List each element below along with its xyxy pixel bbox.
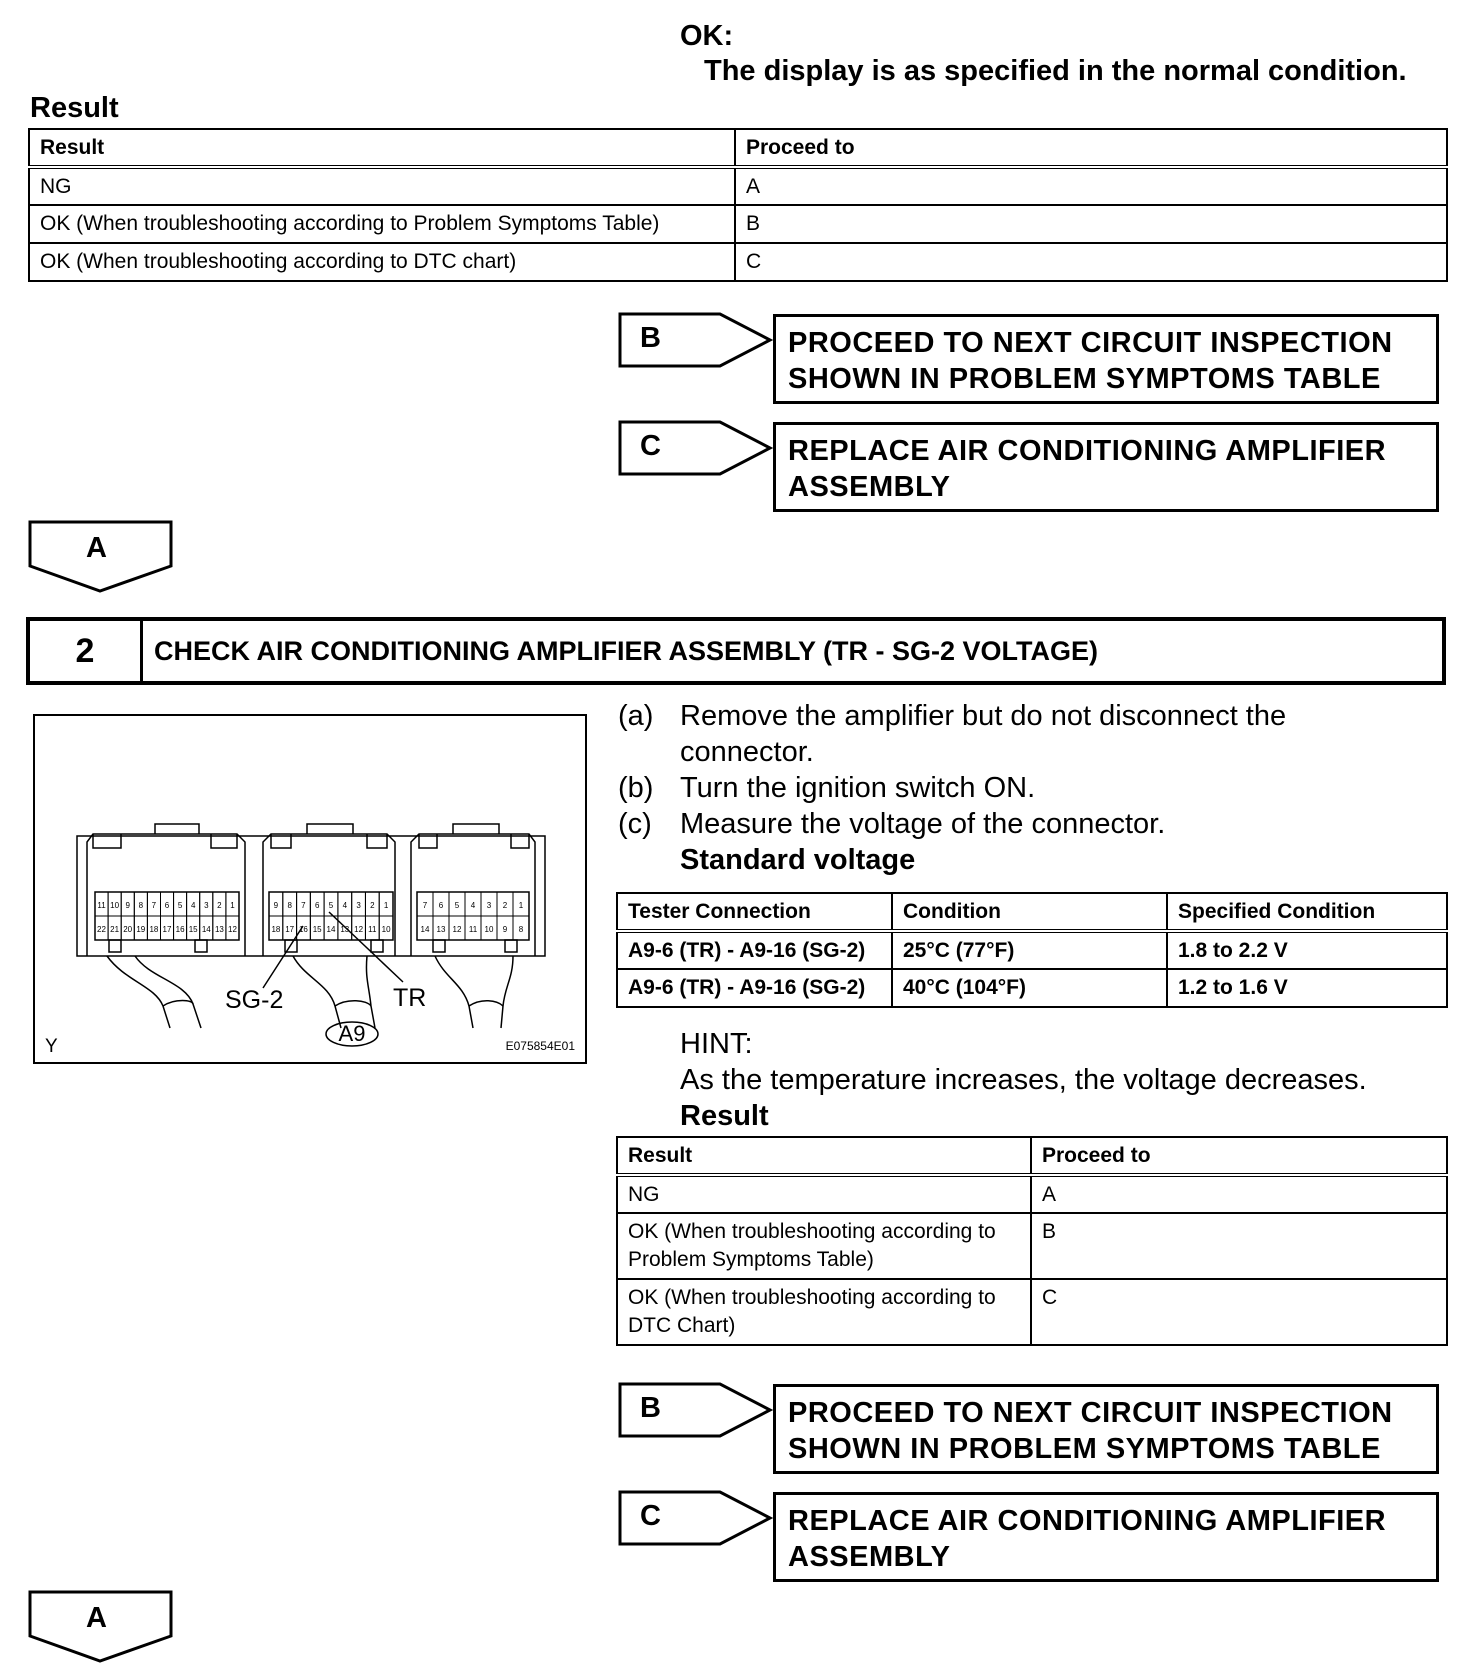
pin-number: 11 bbox=[97, 901, 106, 910]
pin-number: 10 bbox=[110, 901, 120, 910]
branch-b-line2: SHOWN IN PROBLEM SYMPTOMS TABLE bbox=[788, 363, 1381, 395]
table-row bbox=[29, 205, 1447, 243]
pin-number: 16 bbox=[175, 925, 185, 934]
pin-number: 13 bbox=[436, 925, 446, 934]
instruction-c-label: (c) bbox=[618, 808, 652, 840]
proceed-cell: A bbox=[1031, 1175, 1447, 1213]
pin-number: 5 bbox=[328, 901, 334, 910]
pin-number: 3 bbox=[204, 901, 209, 910]
branch-b-line2-2: SHOWN IN PROBLEM SYMPTOMS TABLE bbox=[788, 1433, 1381, 1465]
branch-b bbox=[618, 312, 1446, 410]
tag-c-label-2: C bbox=[640, 1500, 661, 1532]
arrow-tag-a bbox=[28, 520, 174, 594]
proceed-cell: C bbox=[735, 243, 1447, 281]
result-heading: Result bbox=[30, 92, 119, 124]
instruction-b-text: Turn the ignition switch ON. bbox=[680, 772, 1036, 804]
tag-b-label: B bbox=[640, 322, 661, 354]
pin-number: 7 bbox=[301, 901, 306, 910]
table-row bbox=[617, 1279, 1447, 1345]
tag-c-label: C bbox=[640, 430, 661, 462]
pin-number: 6 bbox=[314, 901, 320, 910]
branch-c-line2: ASSEMBLY bbox=[788, 471, 951, 503]
pin-number: 21 bbox=[110, 925, 120, 934]
pin-number: 8 bbox=[518, 925, 524, 934]
hint-text: As the temperature increases, the voltage decreases. bbox=[680, 1064, 1367, 1096]
instruction-a-label: (a) bbox=[618, 700, 654, 732]
condition-cell: 25°C (77°F) bbox=[892, 931, 1167, 969]
instruction-a-text: Remove the amplifier but do not disconnect the bbox=[680, 700, 1287, 732]
pin-number: 10 bbox=[381, 925, 391, 934]
proceed-cell: B bbox=[1031, 1213, 1447, 1279]
result-heading-2: Result bbox=[680, 1100, 769, 1132]
branch-c-box bbox=[773, 422, 1439, 512]
pin-number: 11 bbox=[468, 925, 478, 934]
pin-number: 8 bbox=[138, 901, 144, 910]
pin-numbers bbox=[95, 892, 529, 940]
instruction-a-cont bbox=[618, 736, 1438, 776]
instruction-c-text: Measure the voltage of the connector. bbox=[680, 808, 1166, 840]
column-header-proceed: Proceed to bbox=[1031, 1137, 1447, 1175]
pin-number: 16 bbox=[298, 925, 308, 934]
pin-number: 8 bbox=[287, 901, 292, 910]
branch-b-box bbox=[773, 314, 1439, 404]
column-header-result: Result bbox=[617, 1137, 1031, 1175]
figure-code: E075854E01 bbox=[505, 1039, 575, 1053]
pin-number: 11 bbox=[368, 925, 377, 934]
pin-number: 19 bbox=[136, 925, 146, 934]
table-row bbox=[29, 167, 1447, 205]
pin-number: 3 bbox=[356, 901, 361, 910]
condition-cell: 40°C (104°F) bbox=[892, 969, 1167, 1007]
pin-number: 4 bbox=[190, 901, 196, 910]
pin-number: 18 bbox=[271, 925, 281, 934]
branch-c bbox=[618, 420, 1446, 518]
pin-number: 9 bbox=[125, 901, 130, 910]
pin-number: 6 bbox=[164, 901, 170, 910]
tester-cell: A9-6 (TR) - A9-16 (SG-2) bbox=[617, 969, 892, 1007]
step-title: CHECK AIR CONDITIONING AMPLIFIER ASSEMBLY (TR - SG-2 VOLTAGE) bbox=[154, 636, 1099, 666]
result-cell: NG bbox=[29, 167, 735, 205]
pin-number: 14 bbox=[201, 925, 211, 934]
result-table bbox=[28, 128, 1448, 282]
pin-number: 20 bbox=[123, 925, 133, 934]
proceed-cell: A bbox=[735, 167, 1447, 205]
pin-number: 10 bbox=[484, 925, 494, 934]
ok-label: OK: bbox=[680, 20, 734, 52]
column-header-proceed: Proceed to bbox=[735, 129, 1447, 167]
column-header-condition: Condition bbox=[892, 893, 1167, 931]
table-row bbox=[617, 1213, 1447, 1279]
branch-c-2 bbox=[618, 1490, 1446, 1588]
pin-number: 7 bbox=[422, 901, 428, 910]
table-row bbox=[617, 969, 1447, 1007]
proceed-cell: C bbox=[1031, 1279, 1447, 1345]
result-cell: OK (When troubleshooting according to DTC Chart) bbox=[617, 1279, 1031, 1345]
column-header-specified: Specified Condition bbox=[1167, 893, 1447, 931]
table-row bbox=[617, 1175, 1447, 1213]
branch-b-2 bbox=[618, 1382, 1446, 1480]
sg2-label: SG-2 bbox=[225, 986, 284, 1014]
branch-b-line1: PROCEED TO NEXT CIRCUIT INSPECTION bbox=[788, 327, 1393, 359]
pin-number: 18 bbox=[149, 925, 159, 934]
step-header bbox=[26, 617, 1446, 685]
pin-number: 15 bbox=[312, 925, 322, 934]
pin-number: 12 bbox=[228, 925, 237, 934]
arrow-tag-a-2 bbox=[28, 1590, 174, 1664]
specified-cell: 1.8 to 2.2 V bbox=[1167, 931, 1447, 969]
tag-a-label-2: A bbox=[86, 1602, 107, 1634]
pin-number: 12 bbox=[354, 925, 364, 934]
step-number: 2 bbox=[30, 621, 143, 681]
column-header-tester: Tester Connection bbox=[617, 893, 892, 931]
branch-b-box-2 bbox=[773, 1384, 1439, 1474]
instruction-c bbox=[618, 808, 1438, 848]
branch-b-line1-2: PROCEED TO NEXT CIRCUIT INSPECTION bbox=[788, 1397, 1393, 1429]
pin-number: 1 bbox=[230, 901, 235, 910]
pin-number: 9 bbox=[273, 901, 279, 910]
pin-number: 4 bbox=[470, 901, 476, 910]
pin-number: 13 bbox=[340, 925, 350, 934]
pin-number: 2 bbox=[217, 901, 222, 910]
pin-number: 17 bbox=[162, 925, 172, 934]
pin-number: 2 bbox=[370, 901, 375, 910]
pin-number: 12 bbox=[452, 925, 462, 934]
branch-c-line1: REPLACE AIR CONDITIONING AMPLIFIER bbox=[788, 435, 1387, 467]
figure-corner-label: Y bbox=[45, 1036, 58, 1057]
pin-number: 4 bbox=[342, 901, 348, 910]
result-cell: OK (When troubleshooting according to Problem Symptoms Table) bbox=[617, 1213, 1031, 1279]
result-cell: OK (When troubleshooting according to DTC chart) bbox=[29, 243, 735, 281]
tr-label: TR bbox=[393, 984, 427, 1012]
pin-number: 5 bbox=[454, 901, 460, 910]
pin-number: 1 bbox=[383, 901, 389, 910]
branch-c-box-2 bbox=[773, 1492, 1439, 1582]
pin-number: 3 bbox=[486, 901, 492, 910]
pin-number: 13 bbox=[214, 925, 224, 934]
pin-number: 7 bbox=[151, 901, 157, 910]
pin-number: 17 bbox=[285, 925, 295, 934]
tag-a-label: A bbox=[86, 532, 107, 564]
result-cell: OK (When troubleshooting according to Problem Symptoms Table) bbox=[29, 205, 735, 243]
instruction-a-text-2: connector. bbox=[680, 736, 814, 768]
branch-c-line1-2: REPLACE AIR CONDITIONING AMPLIFIER bbox=[788, 1505, 1387, 1537]
pin-number: 22 bbox=[97, 925, 106, 934]
table-row bbox=[29, 243, 1447, 281]
proceed-cell: B bbox=[735, 205, 1447, 243]
standard-voltage-heading: Standard voltage bbox=[680, 844, 916, 876]
standard-voltage-table bbox=[616, 892, 1448, 1008]
branch-c-line2-2: ASSEMBLY bbox=[788, 1541, 951, 1573]
result-table-2 bbox=[616, 1136, 1448, 1346]
column-header-result: Result bbox=[29, 129, 735, 167]
connector-figure bbox=[33, 714, 587, 1064]
tester-cell: A9-6 (TR) - A9-16 (SG-2) bbox=[617, 931, 892, 969]
connector-diagram bbox=[35, 716, 585, 1062]
pin-number: 5 bbox=[177, 901, 183, 910]
pin-number: 14 bbox=[326, 925, 336, 934]
specified-cell: 1.2 to 1.6 V bbox=[1167, 969, 1447, 1007]
tag-b-label-2: B bbox=[640, 1392, 661, 1424]
instruction-a bbox=[618, 700, 1438, 740]
pin-number: 14 bbox=[420, 925, 430, 934]
instruction-b-label: (b) bbox=[618, 772, 654, 804]
hint-label: HINT: bbox=[680, 1028, 753, 1060]
pin-number: 15 bbox=[188, 925, 198, 934]
pin-number: 1 bbox=[518, 901, 524, 910]
ok-description: The display is as specified in the normal condition. bbox=[704, 55, 1407, 87]
connector-id-label: A9 bbox=[338, 1021, 366, 1046]
pin-number: 6 bbox=[438, 901, 444, 910]
result-cell: NG bbox=[617, 1175, 1031, 1213]
pin-number: 2 bbox=[502, 901, 508, 910]
instruction-b bbox=[618, 772, 1438, 812]
table-row bbox=[617, 931, 1447, 969]
pin-number: 9 bbox=[502, 925, 508, 934]
